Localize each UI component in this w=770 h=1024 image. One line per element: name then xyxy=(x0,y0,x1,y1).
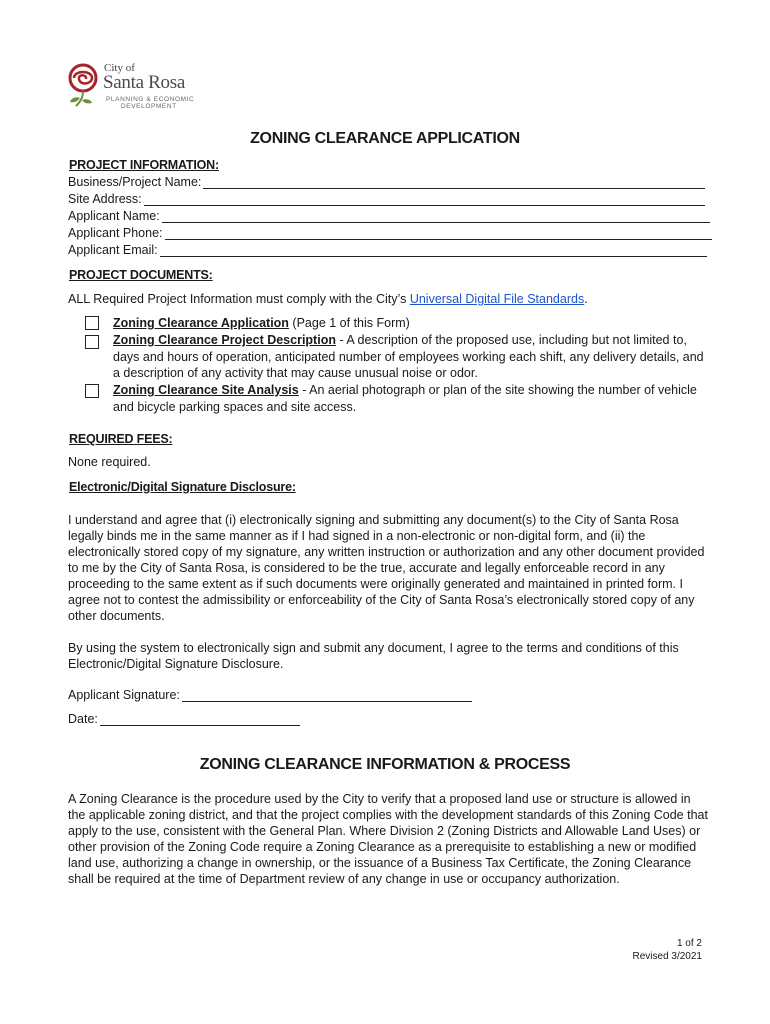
project-documents-heading: PROJECT DOCUMENTS: xyxy=(69,268,213,282)
applicant-phone-input[interactable] xyxy=(165,227,712,240)
document-item-desc: - An aerial photograph or plan of the site showing the number of vehicle and bicycle parking spaces and site access. xyxy=(113,383,697,414)
business-project-name-field[interactable] xyxy=(68,175,705,189)
site-address-input[interactable] xyxy=(144,193,705,206)
document-item-title: Zoning Clearance Project Description xyxy=(113,333,336,347)
date-input[interactable] xyxy=(100,713,300,726)
document-item-application xyxy=(113,315,711,332)
application-checkbox[interactable] xyxy=(85,316,99,330)
project-information-heading: PROJECT INFORMATION: xyxy=(69,158,219,172)
applicant-email-input[interactable] xyxy=(160,244,707,257)
document-item-desc: (Page 1 of this Form) xyxy=(288,316,410,330)
document-item-desc: - A description of the proposed use, including but not limited to, days and hours of operation, anticipated number of employees working each shift, any delivery details, and a description of any activity that may cause unusual noise or odor. xyxy=(113,333,704,380)
document-item-site-analysis xyxy=(113,382,711,415)
city-logo xyxy=(66,58,196,114)
signature-label: Applicant Signature: xyxy=(68,688,180,702)
applicant-email-field[interactable] xyxy=(68,243,707,257)
site-address-field[interactable] xyxy=(68,192,705,206)
documents-intro-text: ALL Required Project Information must comply with the City’s xyxy=(68,292,410,306)
date-label: Date: xyxy=(68,712,98,726)
process-title: ZONING CLEARANCE INFORMATION & PROCESS xyxy=(199,756,571,773)
required-fees-text: None required. xyxy=(68,455,151,469)
field-label: Business/Project Name: xyxy=(68,175,202,189)
revision-date: Revised 3/2021 xyxy=(632,951,702,962)
logo-city-of: City of xyxy=(104,62,135,74)
file-standards-link[interactable]: Universal Digital File Standards xyxy=(409,292,585,306)
applicant-signature-input[interactable] xyxy=(182,689,472,702)
disclosure-paragraph-2: By using the system to electronically sign and submit any document, I agree to the terms and conditions of this Electronic/Digital Signature Disclosure. xyxy=(68,641,679,671)
applicant-name-field[interactable] xyxy=(68,209,710,223)
documents-intro-end: . xyxy=(584,292,588,306)
field-label: Applicant Email: xyxy=(68,243,158,257)
page-number: 1 of 2 xyxy=(676,938,702,949)
applicant-phone-field[interactable] xyxy=(68,226,712,240)
documents-intro xyxy=(68,292,588,306)
signature-disclosure-heading: Electronic/Digital Signature Disclosure: xyxy=(69,480,296,494)
document-item-title: Zoning Clearance Application xyxy=(113,316,289,330)
applicant-signature-field[interactable] xyxy=(68,688,472,702)
field-label: Applicant Phone: xyxy=(68,226,163,240)
logo-city-name: Santa Rosa xyxy=(103,72,185,93)
document-item-project-description xyxy=(113,332,711,382)
process-paragraph: A Zoning Clearance is the procedure used by the City to verify that a proposed land use or structure is allowed in the applicable zoning district, and that the project complies with the development standards of this Zoning Code that apply to the use, consistent with the General Plan. Where Division 2 (Zoning Districts and Allowable Land Uses) or other provision of the Zoning Code require a Zoning Clearance as a prerequisite to establishing a new or modified land use, authorizing a change in ownership, or the issuance of a Business Tax Certificate, the Zoning Clearance shall be required at the time of Department review of any change in use or occupancy authorization. xyxy=(68,792,708,886)
logo-dept-line2: DEVELOPMENT xyxy=(121,103,177,110)
document-item-title: Zoning Clearance Site Analysis xyxy=(113,383,299,397)
applicant-name-input[interactable] xyxy=(162,210,710,223)
disclosure-paragraph-1: I understand and agree that (i) electronically signing and submitting any document(s) to the City of Santa Rosa legally binds me in the same manner as if I had signed in a non-electronic or non-digital form, and (ii) the electronically stored copy of my signature, any written instruction or authorization and any other document provided to me by the City of Santa Rosa, is considered to be the true, accurate and legally enforceable record in any proceeding to the same extent as if such documents were originally generated and maintained in printed form. I agree not to contest the admissibility or enforceability of the City of Santa Rosa’s electronically stored copy of any other documents. xyxy=(68,513,705,623)
logo-dept-line1: PLANNING & ECONOMIC xyxy=(106,96,195,103)
business-project-name-input[interactable] xyxy=(203,176,705,189)
field-label: Site Address: xyxy=(68,192,142,206)
site-analysis-checkbox[interactable] xyxy=(85,384,99,398)
page-footer xyxy=(633,937,703,963)
required-fees-heading: REQUIRED FEES: xyxy=(69,432,173,446)
page-title: ZONING CLEARANCE APPLICATION xyxy=(250,130,520,147)
rose-icon xyxy=(66,62,102,110)
field-label: Applicant Name: xyxy=(68,209,160,223)
date-field[interactable] xyxy=(68,712,300,726)
project-description-checkbox[interactable] xyxy=(85,335,99,349)
